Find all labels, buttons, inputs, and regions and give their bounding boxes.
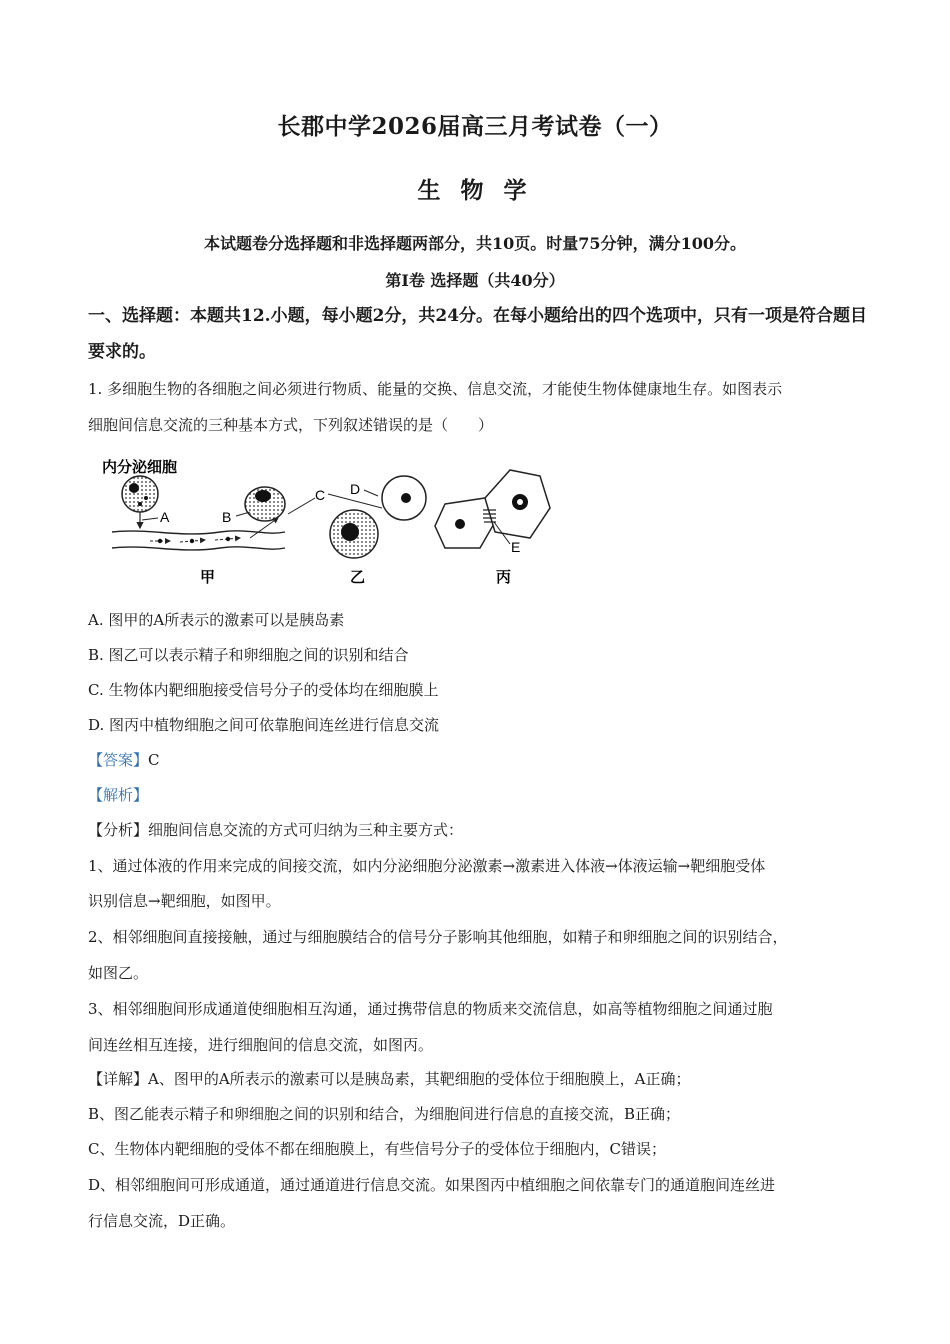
analysis-line: 行信息交流，D正确。: [88, 1212, 236, 1230]
cell-communication-figure: [100, 452, 560, 592]
exam-intro: 本试题卷分选择题和非选择题两部分，共10页。时量75分钟，满分100分。: [204, 234, 746, 253]
analysis-line: 【分析】细胞间信息交流的方式可归纳为三种主要方式：: [88, 821, 464, 839]
endocrine-cell: [122, 476, 158, 512]
analysis-line: D、相邻细胞间可形成通道，通过通道进行信息交流。如果图丙中植细胞之间依靠专门的通道胞间连丝进: [88, 1176, 776, 1194]
option-a: A. 图甲的A所表示的激素可以是胰岛素: [88, 611, 345, 629]
analysis-line: 识别信息→靶细胞，如图甲。: [88, 892, 281, 910]
analysis-line: 2、相邻细胞间直接接触，通过与细胞膜结合的信号分子影响其他细胞，如精子和卵细胞之间的识别结合，: [88, 928, 788, 946]
endocrine-cell-label: 内分泌细胞: [102, 459, 178, 476]
label-e: E: [511, 539, 521, 555]
analysis-line: 【详解】A、图甲的A所表示的激素可以是胰岛素，其靶细胞的受体位于细胞膜上，A正确；: [88, 1070, 691, 1088]
label-d: D: [350, 481, 361, 497]
label-b: B: [222, 509, 232, 525]
label-a: A: [160, 509, 170, 525]
analysis-line: 如图乙。: [88, 964, 149, 982]
option-b: B. 图乙可以表示精子和卵细胞之间的识别和结合: [88, 646, 409, 664]
option-c: C. 生物体内靶细胞接受信号分子的受体均在细胞膜上: [88, 681, 439, 699]
analysis-line: C、生物体内靶细胞的受体不都在细胞膜上，有些信号分子的受体位于细胞内，C错误；: [88, 1140, 666, 1158]
analysis-line: 1、通过体液的作用来完成的间接交流，如内分泌细胞分泌激素→激素进入体液→体液运输→靶细胞受体: [88, 857, 766, 875]
answer-value: C: [148, 751, 160, 769]
answer-line: [88, 749, 878, 771]
plant-cell-left: [435, 498, 495, 548]
caption-jia: 甲: [200, 569, 216, 586]
caption-yi: 乙: [350, 569, 366, 586]
volume-heading: 第Ⅰ卷 选择题（共40分）: [385, 271, 565, 290]
exam-title: 长郡中学2026届高三月考试卷（一）: [277, 113, 673, 140]
analysis-line: 3、相邻细胞间形成通道使细胞相互沟通，通过携带信息的物质来交流信息，如高等植物细胞之间通过胞: [88, 1000, 773, 1018]
option-d: D. 图丙中植物细胞之间可依靠胞间连丝进行信息交流: [88, 716, 440, 734]
answer-tag: 【答案】: [88, 751, 149, 769]
section-heading: 一、选择题：本题共12.小题，每小题2分，共24分。在每小题给出的四个选项中，只有一项是符合题目要求的。: [88, 306, 868, 362]
analysis-line: B、图乙能表示精子和卵细胞之间的识别和结合，为细胞间进行信息的直接交流，B正确；: [88, 1105, 681, 1123]
analysis-tag: 【解析】: [88, 786, 149, 804]
diagram-jia: [102, 458, 285, 586]
label-c: C: [315, 487, 326, 503]
endocrine-nucleus: [129, 483, 139, 493]
question-stem-line-2: 细胞间信息交流的三种基本方式，下列叙述错误的是（ ）: [88, 416, 494, 434]
analysis-line: 间连丝相互连接，进行细胞间的信息交流，如图丙。: [88, 1036, 434, 1054]
diagram-bing: [435, 470, 550, 586]
blood-vessel-bottom: [112, 547, 285, 550]
diagram-yi: [288, 476, 426, 586]
question-stem-line-1: 1. 多细胞生物的各细胞之间必须进行物质、能量的交换、信息交流，才能使生物体健康地生存。如图表示: [88, 380, 783, 398]
caption-bing: 丙: [496, 569, 512, 586]
subject-title: 生 物 学: [417, 177, 533, 204]
